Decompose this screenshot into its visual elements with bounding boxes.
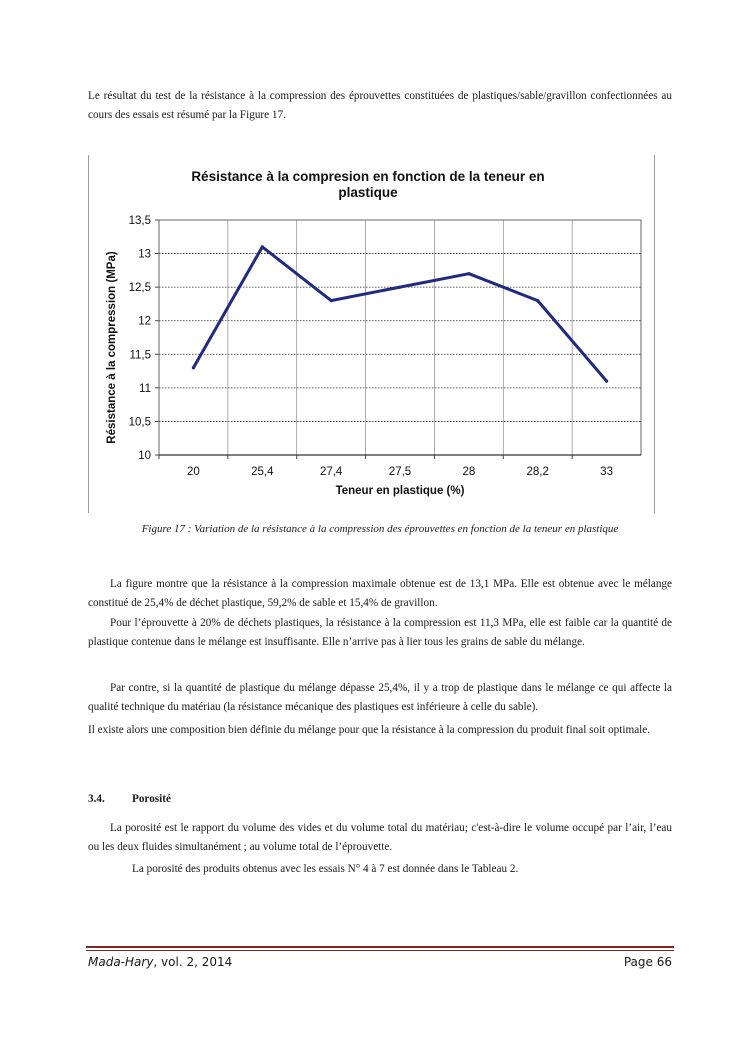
data-point [192,366,195,369]
chart-svg [88,155,655,513]
data-point [536,299,539,302]
data-point [467,272,470,275]
y-tick-label: 10 [138,450,151,462]
x-tick-label: 28 [462,466,476,478]
y-tick-label: 10,5 [128,416,151,429]
x-axis-label: Teneur en plastique (%) [335,485,465,497]
x-tick-label: 27,4 [319,466,343,478]
data-point [605,380,608,383]
figure-17-chart [88,155,655,513]
intro-paragraph: Le résultat du test de la résistance à la compression des éprouvettes constituées de plastiques/sable/gravillon confectionnées au cours des essais est résumé par la Figure 17. [88,90,672,121]
porosity-paragraph-1: La porosité est le rapport du volume des vides et du volume total du matériau; c'est-à-dire le volume occupé par l’air, l’eau ou les deux fluides simultanément ; au volume total de l’éprouvette. [88,822,672,853]
x-tick-label: 27,5 [388,466,412,478]
paragraph-2: Pour l’éprouvette à 20% de déchets plastiques, la résistance à la compression est 11,3 MPa, elle est faible car la quantité de plastique contenue dans le mélange est insuffisante. Elle n’arrive pas à lier tous les grains de sable du mélange. [88,617,672,648]
data-point [261,245,264,248]
paragraph-4: Il existe alors une composition bien définie du mélange pour que la résistance à la compression du produit final soit optimale. [88,724,651,736]
footer-journal [88,955,232,969]
chart-title-line1: Résistance à la compresion en fonction de la teneur en [191,169,545,184]
chart-title-line2: plastique [338,185,398,200]
section-number: 3.4. [88,793,105,805]
journal-name: Mada-Hary [88,955,154,969]
x-tick-label: 33 [600,466,613,478]
y-tick-label: 13,5 [128,215,151,227]
x-tick-label: 20 [187,466,200,478]
y-tick-label: 13 [138,248,151,261]
paragraph-1: La figure montre que la résistance à la compression maximale obtenue est de 13,1 MPa. Elle est obtenue avec le mélange constitué de 25,4% de déchet plastique, 59,2% de sable et 15,4% de gravillon. [88,578,672,609]
footer-rule-thin [86,950,674,951]
data-point [398,286,401,289]
section-heading [88,793,171,805]
x-tick-label: 25,4 [251,466,274,478]
porosity-paragraph-2: La porosité des produits obtenus avec les essais N° 4 à 7 est donnée dans le Tableau 2. [132,863,519,875]
y-tick-label: 11,5 [129,349,151,362]
y-tick-label: 11 [139,382,151,395]
y-axis-label: Résistance à la compression (MPa) [106,251,118,444]
series-line [193,247,606,381]
section-title: Porosité [132,793,171,805]
journal-volume: , vol. 2, 2014 [153,955,233,969]
footer-rule [86,946,674,948]
data-point [330,299,333,302]
figure-caption: Figure 17 : Variation de la résistance à la compression des éprouvettes en fonction de la teneur en plastique [141,523,619,535]
page-number: Page 66 [623,955,672,969]
y-tick-label: 12,5 [128,282,151,295]
x-tick-label: 28,2 [526,466,549,478]
paragraph-3: Par contre, si la quantité de plastique du mélange dépasse 25,4%, il y a trop de plastique dans le mélange ce qui affecte la qualité technique du matériau (la résistance mécanique des plastiques est inférieure à celle du sable). [88,682,672,713]
y-tick-label: 12 [138,315,151,328]
